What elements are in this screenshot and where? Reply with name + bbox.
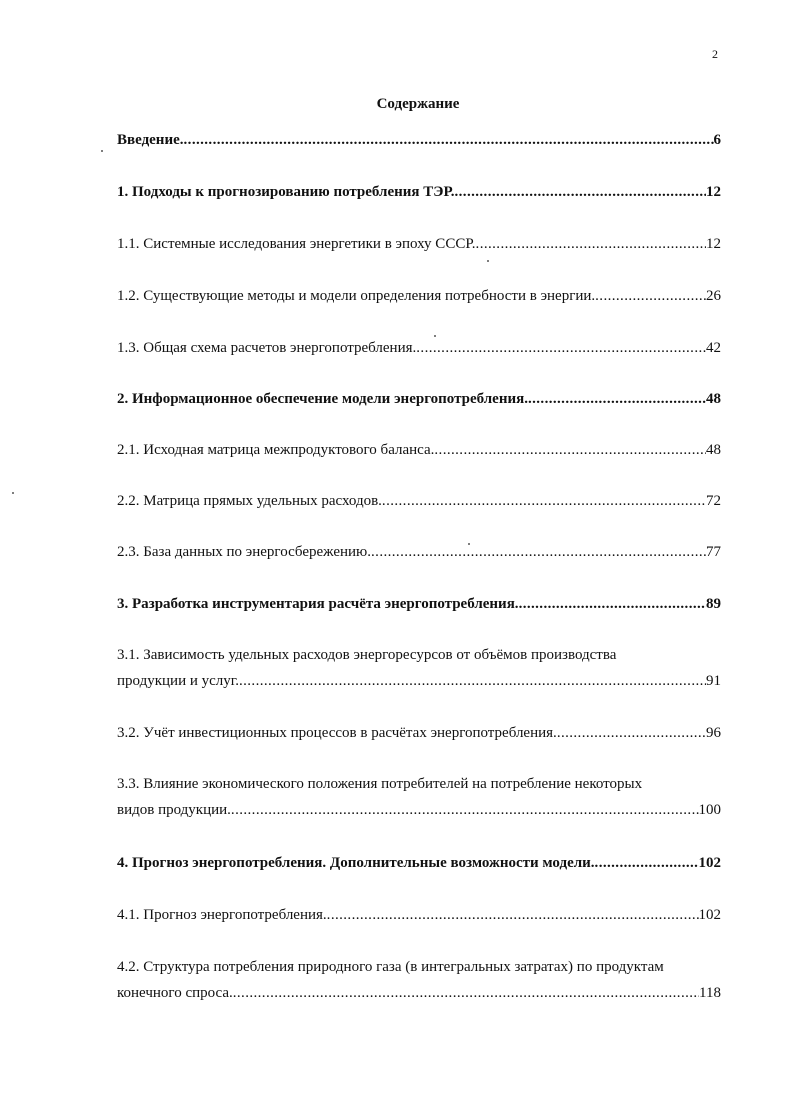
toc-entry-page: 89	[706, 596, 721, 612]
toc-entry-page: 42	[706, 340, 721, 356]
toc-entry-section-3-1	[117, 642, 721, 694]
toc-entry-page: 100	[698, 802, 721, 818]
toc-entry-page: 77	[706, 544, 721, 560]
dot-leader	[371, 539, 706, 565]
toc-entry-page: 91	[706, 673, 721, 689]
toc-entry-section-3-2	[117, 720, 721, 746]
toc-entry-section-2-3	[117, 539, 721, 565]
scan-speck	[468, 543, 470, 545]
toc-entry-section-4-2	[117, 954, 721, 1006]
toc-entry-page: 48	[706, 391, 721, 407]
dot-leader	[184, 127, 714, 153]
toc-entry-text: 1.2. Существующие методы и модели определения потребности в энергии.	[117, 288, 596, 304]
dot-leader	[416, 335, 706, 361]
dot-leader	[519, 591, 706, 617]
toc-entry-text: 4. Прогноз энергопотребления. Дополнительные возможности модели.	[117, 855, 595, 871]
scan-speck	[101, 150, 103, 152]
dot-leader	[557, 720, 706, 746]
toc-entry-page: 12	[706, 236, 721, 252]
scan-speck	[434, 335, 436, 337]
toc-entry-section-4-1	[117, 902, 721, 928]
toc-entry-text: 2.2. Матрица прямых удельных расходов.	[117, 493, 382, 509]
scan-speck	[487, 260, 489, 262]
dot-leader	[595, 283, 706, 309]
toc-entry-page: 26	[706, 288, 721, 304]
toc-entry-text: видов продукции.	[117, 802, 231, 818]
toc-title: Содержание	[376, 96, 460, 112]
toc-entry-page: 96	[706, 725, 721, 741]
dot-leader	[233, 980, 699, 1006]
dot-leader	[239, 668, 706, 694]
toc-entry-first-line: 3.1. Зависимость удельных расходов энергоресурсов от объёмов производства	[117, 647, 617, 663]
dot-leader	[595, 850, 699, 876]
toc-entry-page: 6	[713, 132, 721, 148]
toc-entry-chapter-2	[117, 386, 721, 412]
toc-entry-text: 1.1. Системные исследования энергетики в эпоху СССР.	[117, 236, 476, 252]
toc-entry-first-line: 3.3. Влияние экономического положения потребителей на потребление некоторых	[117, 776, 643, 792]
dot-leader	[231, 797, 699, 823]
toc-entry-text: 4.1. Прогноз энергопотребления.	[117, 907, 327, 923]
toc-entry-text: 3.2. Учёт инвестиционных процессов в расчётах энергопотребления.	[117, 725, 557, 741]
dot-leader	[455, 179, 707, 205]
toc-entry-section-1-3	[117, 335, 721, 361]
page-number: 2	[712, 47, 718, 61]
toc-entry-page: 48	[706, 442, 721, 458]
toc-entry-text: 2.1. Исходная матрица межпродуктового баланса.	[117, 442, 435, 458]
toc-entry-text: Введение.	[117, 132, 184, 148]
toc-entry-text: 2. Информационное обеспечение модели энергопотребления.	[117, 391, 528, 407]
dot-leader	[382, 488, 706, 514]
toc-entry-text: 1. Подходы к прогнозированию потребления ТЭР.	[117, 184, 455, 200]
toc-entry-section-1-1	[117, 231, 721, 257]
toc-entry-section-2-1	[117, 437, 721, 463]
dot-leader	[327, 902, 699, 928]
toc-entry-introduction	[117, 127, 721, 153]
dot-leader	[476, 231, 706, 257]
toc-entry-page: 72	[706, 493, 721, 509]
toc-entry-section-1-2	[117, 283, 721, 309]
toc-entry-chapter-4	[117, 850, 721, 876]
toc-entry-text: 1.3. Общая схема расчетов энергопотребления.	[117, 340, 417, 356]
toc-entry-section-2-2	[117, 488, 721, 514]
toc-entry-chapter-1	[117, 179, 721, 205]
scan-speck	[12, 492, 14, 494]
toc-entry-chapter-3	[117, 591, 721, 617]
dot-leader	[434, 437, 706, 463]
toc-entry-page: 118	[699, 985, 721, 1001]
toc-entry-text: 2.3. База данных по энергосбережению.	[117, 544, 372, 560]
toc-entry-text: конечного спроса.	[117, 985, 233, 1001]
toc-entry-text: 3. Разработка инструментария расчёта энергопотребления.	[117, 596, 519, 612]
toc-entry-section-3-3	[117, 771, 721, 823]
dot-leader	[528, 386, 706, 412]
toc-entry-text: продукции и услуг.	[117, 673, 239, 689]
toc-entry-page: 102	[698, 855, 721, 871]
toc-entry-page: 12	[706, 184, 721, 200]
toc-entry-page: 102	[698, 907, 721, 923]
toc-entry-first-line: 4.2. Структура потребления природного газа (в интегральных затратах) по продуктам	[117, 959, 664, 975]
